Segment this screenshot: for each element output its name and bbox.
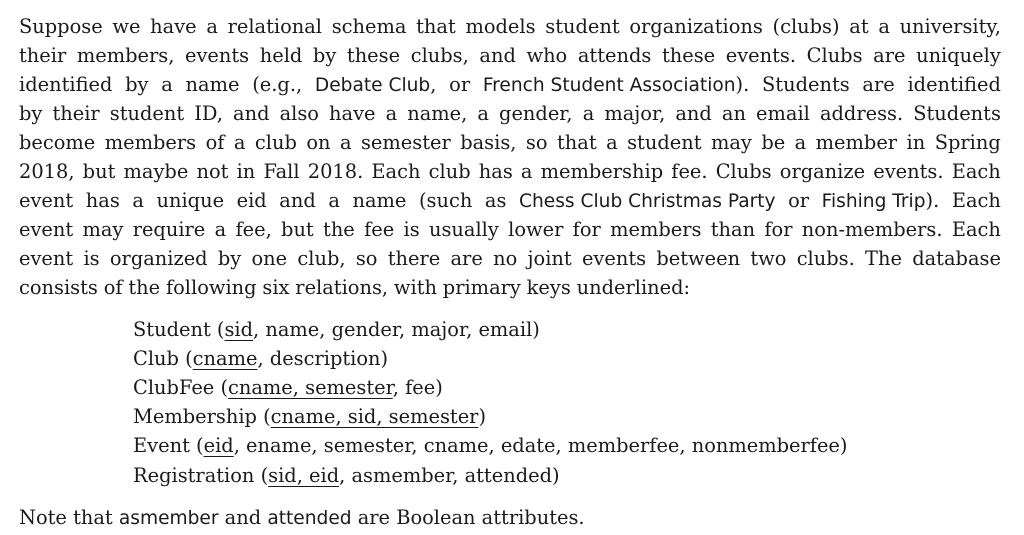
word: joint [527,247,572,270]
word: schema [331,15,407,38]
relation-text: , description) [257,347,389,370]
word: Each [951,218,1001,241]
word: that [556,131,597,154]
word: ). [735,73,750,96]
paragraph-line [19,186,1001,215]
example-term: Debate Club [314,75,431,96]
word: basis, [460,131,517,154]
word: we [112,15,141,38]
word: an [721,102,746,125]
word: and [675,102,712,125]
word: two [750,247,787,270]
word: who [526,44,568,67]
word: and [279,189,316,212]
word: name [185,73,240,96]
relation-text: Club ( [133,347,193,370]
word: clubs. [796,247,855,270]
word: are [862,73,895,96]
example-term: Chess Club Christmas Party [519,191,776,212]
word: has [85,189,120,212]
word: Students [913,102,1001,125]
word: also [279,102,319,125]
word: a [520,160,533,183]
word: identified [907,73,1001,96]
word: require [132,218,206,241]
word-group [315,70,437,100]
word: a [477,102,489,125]
word: identified [19,73,113,96]
word: members [104,131,197,154]
relation-clubfee [133,373,443,402]
word: have [329,102,376,125]
word: fee. [671,160,708,183]
attribute-term: attended [267,508,352,529]
word: student [545,15,620,38]
word: club [254,131,297,154]
word: The [865,247,902,270]
primary-key: cname [192,347,258,370]
word: so [355,247,378,270]
word: has [478,160,513,183]
word: clubs, [410,44,469,67]
word: are [873,44,906,67]
relation-membership [133,402,486,431]
word: a [233,131,246,154]
word: but [82,160,116,183]
word: by [19,102,43,125]
example-term: Fishing Trip [821,191,926,212]
word: lower [508,218,564,241]
relation-text: , ename, semester, cname, edate, memberfee, nonmemberfee) [233,434,848,457]
word: is [403,218,420,241]
word: by [312,44,337,67]
primary-key: cname, sid, semester [270,405,479,428]
word: member [815,131,898,154]
word: organize [779,160,866,183]
word: models [465,15,536,38]
word: student [627,131,702,154]
word: as [484,189,507,212]
example-term: French Student Association [482,75,736,96]
word: (clubs) [772,15,840,38]
word: event [19,189,74,212]
word: Fall [263,160,300,183]
word: between [656,247,741,270]
boolean-attributes-note [19,503,585,532]
word: name, [407,102,468,125]
word: so [525,131,548,154]
word: address. [819,102,904,125]
word: and [479,44,516,67]
word: events [581,247,647,270]
relation-text: Membership ( [133,405,271,428]
word-group [483,70,749,100]
relation-club [133,344,388,373]
word: with [393,276,437,299]
word: ID, [194,102,223,125]
word: uniquely [916,44,1001,67]
word: become [19,131,96,154]
word: a [606,131,618,154]
word: be [761,131,786,154]
word: club, [297,247,346,270]
word: maybe [123,160,189,183]
primary-key: sid [224,318,254,341]
word: a [385,102,398,125]
word: held [259,44,303,67]
word: a [161,73,173,96]
word: relations, [295,276,389,299]
word: or [449,73,471,96]
word: Each [951,189,1001,212]
paragraph-line [19,157,1001,186]
word: in [906,131,926,154]
word: is [83,247,100,270]
word: attends [577,44,652,67]
word: but [281,218,314,241]
attribute-term: asmember [118,508,219,529]
word-group [822,186,940,216]
word: a [328,189,340,212]
relation-text: ) [478,405,487,428]
word: non-members. [801,218,943,241]
relation-event [133,431,847,460]
word: a [132,189,144,212]
word: 2018, [19,160,75,183]
word: gender, [499,102,573,125]
word: Suppose [19,15,103,38]
word: for [764,218,793,241]
word: members, [76,44,175,67]
word: at [849,15,869,38]
word: their [19,44,67,67]
word: underlined: [576,276,691,299]
word: event [19,218,74,241]
word: a [794,131,807,154]
word: members [610,218,702,241]
word: Each [371,160,421,183]
word: a [214,218,227,241]
word: unique [156,189,225,212]
paragraph-line [19,70,1001,99]
word: may [710,131,752,154]
word: Clubs [715,160,772,183]
relation-text: , asmember, attended) [339,464,560,487]
primary-key: eid [203,434,234,457]
word: have [150,15,197,38]
word: than [710,218,756,241]
word: organizations [629,15,763,38]
word: , [430,73,437,96]
word: no [493,247,518,270]
word: not [196,160,229,183]
word: database [912,247,1001,270]
paragraph-line [19,215,1001,244]
note-text: and [218,506,268,529]
relation-text: Registration ( [133,464,269,487]
word: semester [360,131,451,154]
relation-text: , fee) [392,376,443,399]
relation-text: Student ( [133,318,225,341]
relation-text: Event ( [133,434,204,457]
paragraph-line [19,244,1001,273]
word: following [165,276,257,299]
word: club [428,160,471,183]
word: by [217,247,242,270]
word: fee, [235,218,272,241]
word: student [109,102,185,125]
word: events [184,44,250,67]
word: event [19,247,74,270]
word: one [251,247,288,270]
word: fee [364,218,395,241]
word: relational [227,15,323,38]
note-text: are Boolean attributes. [351,506,585,529]
word: primary [442,276,521,299]
word: eid [236,189,267,212]
word: of [103,276,123,299]
word: Spring [934,131,1001,154]
word: major, [604,102,666,125]
word: a [582,102,595,125]
word: their [52,102,100,125]
relation-student [133,315,540,344]
paragraph-line [19,128,1001,157]
paragraph-line [19,41,1001,70]
relation-text: ClubFee ( [133,376,229,399]
word: of [205,131,225,154]
word: usually [428,218,499,241]
relation-registration [133,461,560,490]
paragraph-line [19,99,1001,128]
word: ). [925,189,940,212]
word: these [661,44,716,67]
primary-key: cname, semester [228,376,393,399]
word: a [206,15,218,38]
word: in [236,160,256,183]
word: a [878,15,890,38]
word: that [416,15,456,38]
word: (e.g., [252,73,303,96]
word: organized [109,247,208,270]
primary-key: sid, eid [268,464,340,487]
word: 2018. [307,160,364,183]
word: these [346,44,401,67]
word: membership [540,160,664,183]
word: the [323,218,355,241]
word: there [387,247,441,270]
word: or [788,189,810,212]
word: events. [725,44,797,67]
word: university, [899,15,1001,38]
word: Students [762,73,850,96]
note-text: Note that [19,506,119,529]
word: six [262,276,290,299]
word: keys [526,276,571,299]
word: events. [873,160,944,183]
word: the [128,276,161,299]
paragraph-line [19,12,1001,41]
word: email [756,102,810,125]
word: may [82,218,124,241]
word: and [233,102,270,125]
relation-text: , name, gender, major, email) [253,318,540,341]
word: consists [19,276,98,299]
word: Clubs [806,44,863,67]
word: on [306,131,331,154]
paragraph-line [19,273,1001,302]
word: name [352,189,407,212]
word: a [339,131,352,154]
word: (such [418,189,473,212]
word: for [572,218,601,241]
word: Each [951,160,1001,183]
word: are [450,247,483,270]
word: by [125,73,149,96]
